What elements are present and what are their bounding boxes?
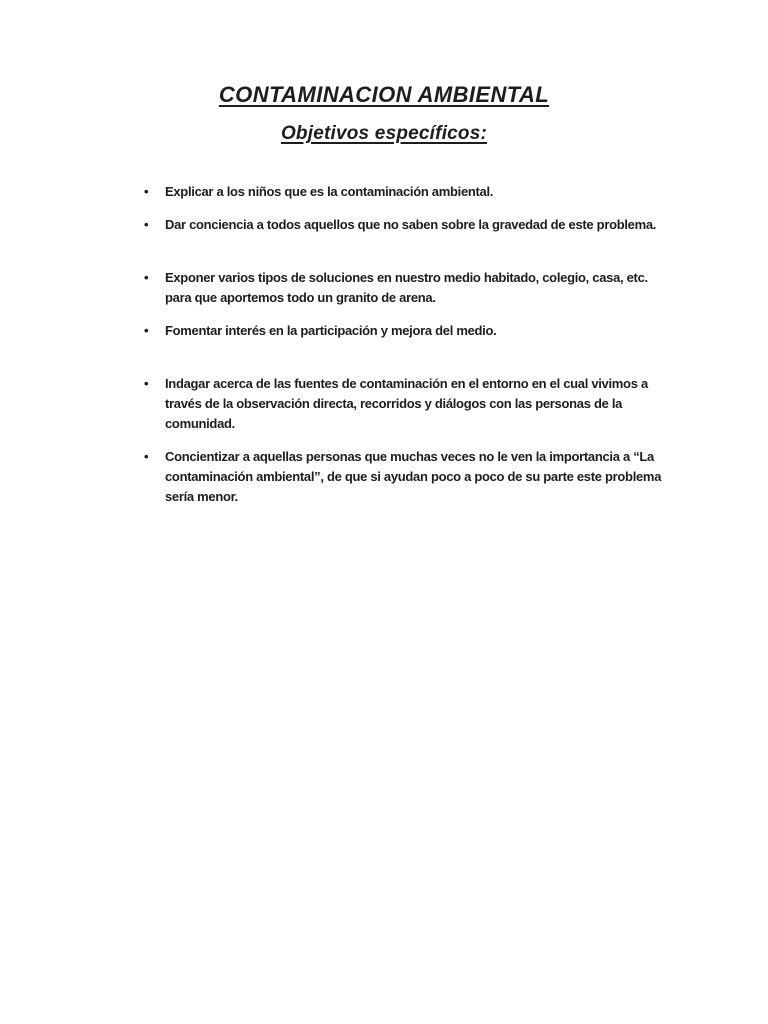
list-item — [144, 447, 688, 507]
list-item — [144, 215, 688, 235]
bullet-line: comunidad. — [165, 416, 235, 431]
page-title: CONTAMINACION AMBIENTAL — [218, 82, 550, 107]
bullet-text — [165, 447, 688, 507]
bullet-icon: • — [144, 184, 149, 199]
bullet-text — [165, 215, 688, 235]
bullet-icon: • — [144, 449, 149, 464]
bullet-text — [165, 182, 688, 202]
bullet-line: través de la observación directa, recorridos y diálogos con las personas de la — [165, 396, 623, 411]
bullet-icon: • — [144, 323, 149, 338]
objectives-list — [144, 182, 688, 507]
bullet-line: sería menor. — [165, 489, 238, 504]
bullet-text — [165, 374, 688, 434]
bullet-icon: • — [144, 270, 149, 285]
bullet-text — [165, 321, 688, 341]
bullet-icon: • — [144, 376, 149, 391]
list-item — [144, 268, 688, 308]
bullet-icon: • — [144, 217, 149, 232]
bullet-line: Fomentar interés en la participación y mejora del medio. — [165, 323, 497, 338]
bullet-text — [165, 268, 688, 308]
bullet-line: Explicar a los niños que es la contaminación ambiental. — [165, 184, 494, 199]
list-item — [144, 182, 688, 202]
bullet-line: contaminación ambiental”, de que si ayudan poco a poco de su parte este problema — [165, 469, 662, 484]
bullet-line: Concientizar a aquellas personas que muchas veces no le ven la importancia a “La — [165, 449, 654, 464]
list-item — [144, 321, 688, 341]
bullet-line: Exponer varios tipos de soluciones en nuestro medio habitado, colegio, casa, etc. — [165, 270, 648, 285]
bullet-line: para que aportemos todo un granito de arena. — [165, 290, 436, 305]
bullet-line: Dar conciencia a todos aquellos que no saben sobre la gravedad de este problema. — [165, 217, 657, 232]
list-item — [144, 374, 688, 434]
page-subtitle: Objetivos específicos: — [280, 123, 488, 144]
bullet-line: Indagar acerca de las fuentes de contaminación en el entorno en el cual vivimos a — [165, 376, 648, 391]
